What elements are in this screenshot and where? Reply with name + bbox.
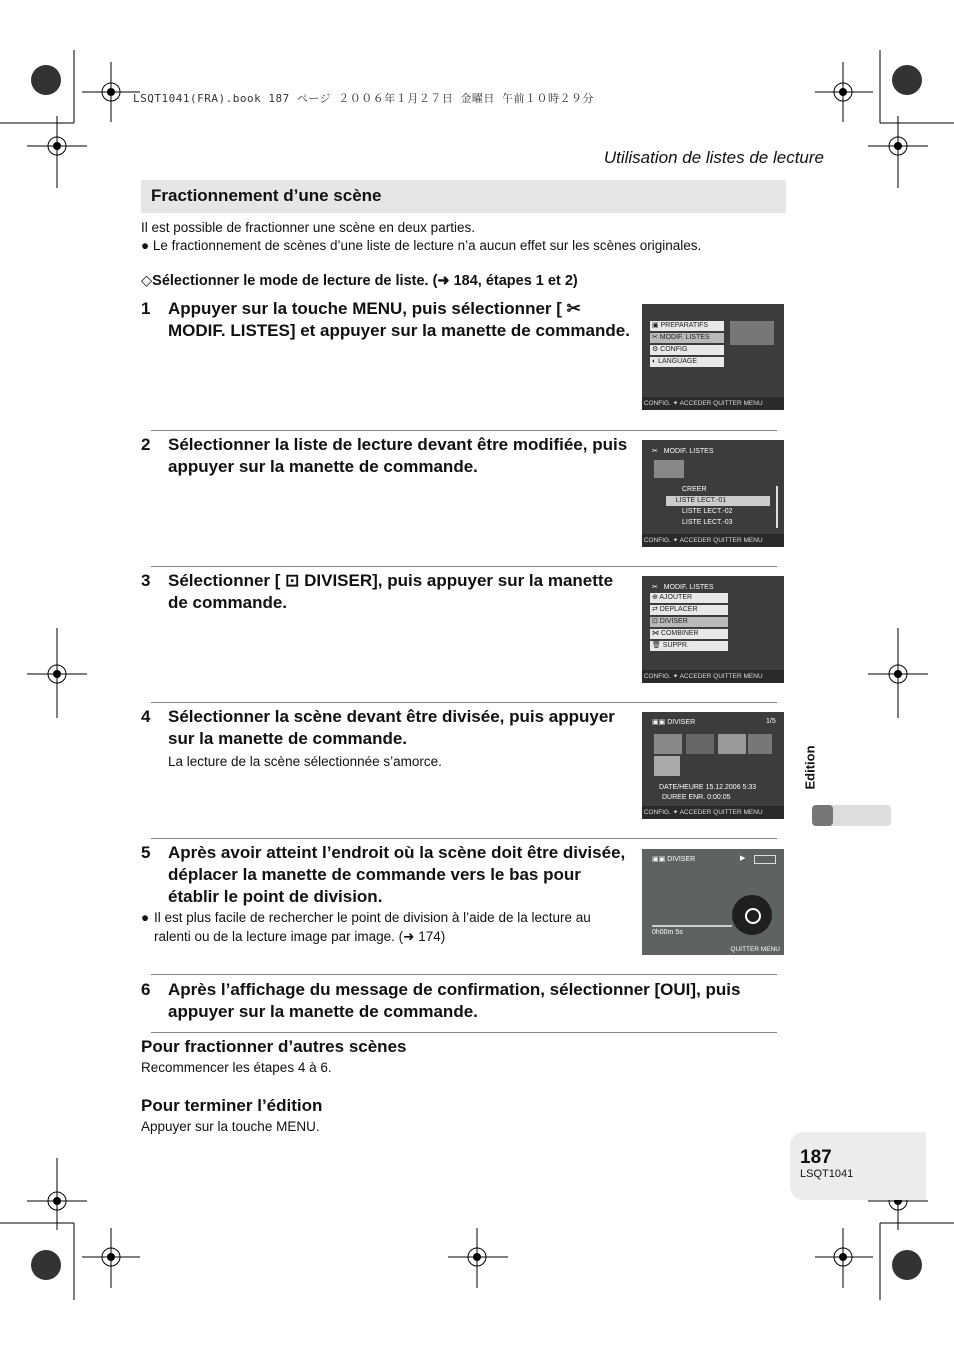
- list-item: LISTE LECT.-03: [682, 519, 733, 526]
- step-number: 4: [141, 707, 151, 726]
- elapsed-time: 0h00m 5s: [652, 929, 683, 936]
- screen-edit-menu: [642, 576, 784, 683]
- step-text: Appuyer sur la touche MENU, puis sélectionner [ ✂ MODIF. LISTES] et appuyer sur la manette de commande.: [168, 299, 630, 340]
- step-text: Après l’affichage du message de confirmation, sélectionner [OUI], puis appuyer sur la manette de commande.: [168, 980, 741, 1021]
- section-title-bar: [141, 180, 786, 213]
- menu-item: ⊕ AJOUTER: [650, 593, 728, 603]
- menu-item: ✂ MODIF. LISTES: [650, 333, 724, 343]
- step-number: 5: [141, 843, 151, 862]
- menu-item: ⚙ CONFIG: [650, 345, 724, 355]
- screen-footer: CONFIG. ✦ ACCEDER QUITTER MENU: [642, 670, 784, 683]
- duration-info: DUREE ENR. 0:00:05: [662, 794, 731, 801]
- prerequisite: [141, 273, 578, 289]
- list-item-selected: LISTE LECT.-01: [666, 496, 770, 506]
- menu-item: 🗑 SUPPR.: [650, 641, 728, 651]
- thumbnail-image: [748, 734, 772, 754]
- divider: [151, 702, 777, 703]
- page-number: 187: [800, 1147, 832, 1168]
- subsection-title: Pour fractionner d’autres scènes: [141, 1037, 407, 1056]
- step-text: Après avoir atteint l’endroit où la scène doit être divisée, déplacer la manette de commande vers le bas pour établir le point de division.: [168, 843, 626, 906]
- thumbnail-image: [654, 734, 682, 754]
- thumbnail-image: [686, 734, 714, 754]
- list-item: LISTE LECT.-02: [682, 508, 733, 515]
- intro-text: [141, 219, 701, 255]
- subsection-text: Recommencer les étapes 4 à 6.: [141, 1060, 332, 1075]
- step-number: 6: [141, 980, 151, 999]
- screen-title: ▣▣ DIVISER: [652, 856, 696, 863]
- step-note: La lecture de la scène sélectionnée s’amorce.: [168, 754, 442, 769]
- divider: [151, 430, 777, 431]
- intro-line: Il est possible de fractionner une scène en deux parties.: [141, 220, 475, 235]
- intro-bullet: ● Le fractionnement de scènes d’une liste de lecture n’a aucun effet sur les scènes originales.: [141, 238, 702, 253]
- step-text: Sélectionner la liste de lecture devant être modifiée, puis appuyer sur la manette de commande.: [168, 435, 628, 476]
- date-info: DATE/HEURE 15.12.2006 5:33: [659, 784, 757, 791]
- step-number: 3: [141, 571, 151, 590]
- diamond-icon: ◇: [141, 273, 153, 289]
- step-5-note: ● Il est plus facile de rechercher le point de division à l’aide de la lecture au ralenti ou de la lecture image par image. (➜ 174): [141, 908, 631, 946]
- menu-item: ▣ PREPARATIFS: [650, 321, 724, 331]
- screen-title: ✂ MODIF. LISTES: [652, 448, 714, 455]
- screen-title: ✂ MODIF. LISTES: [652, 584, 714, 591]
- divider: [151, 566, 777, 567]
- thumbnail-image: [718, 734, 746, 754]
- play-icon: ▶: [740, 855, 746, 862]
- document-code: LSQT1041: [800, 1168, 854, 1180]
- menu-item: ⋈ COMBINER: [650, 629, 728, 639]
- thumbnail-image: [654, 756, 680, 776]
- intro-bullet-text: Le fractionnement de scènes d’une liste de lecture n’a aucun effet sur les scènes originales.: [152, 238, 702, 253]
- divider: [151, 1032, 777, 1033]
- step-text-main: Sélectionner la scène devant être divisée, puis appuyer sur la manette de commande.: [168, 707, 615, 748]
- step-text: [168, 706, 631, 771]
- thumbnail-image: [730, 321, 774, 345]
- subsection-title: Pour terminer l’édition: [141, 1096, 323, 1115]
- prerequisite-text: Sélectionner le mode de lecture de liste. (➜ 184, étapes 1 et 2): [152, 273, 578, 289]
- screen-footer: CONFIG. ✦ ACCEDER QUITTER MENU: [642, 397, 784, 410]
- screen-footer: QUITTER MENU: [730, 946, 780, 953]
- screen-footer: CONFIG. ✦ ACCEDER QUITTER MENU: [642, 806, 784, 819]
- screen-division-point: [642, 849, 784, 955]
- screen-menu: [642, 304, 784, 410]
- step-text: Sélectionner [ ⊡ DIVISER], puis appuyer sur la manette de commande.: [168, 571, 614, 612]
- running-title: Utilisation de listes de lecture: [603, 148, 824, 167]
- section-title: Fractionnement d’une scène: [151, 186, 382, 205]
- chapter-tab: [812, 805, 891, 826]
- screen-title: ▣▣ DIVISER: [652, 719, 696, 726]
- menu-item: ◐ LANGUAGE: [650, 357, 724, 367]
- print-header: LSQT1041(FRA).book 187 ページ ２００６年１月２７日 金曜日 午前１０時２９分: [133, 92, 594, 105]
- screen-footer: CONFIG. ✦ ACCEDER QUITTER MENU: [642, 534, 784, 547]
- screen-scene-select: [642, 712, 784, 819]
- subsection-text: Appuyer sur la touche MENU.: [141, 1119, 320, 1134]
- scrollbar: [776, 486, 778, 528]
- divider: [151, 838, 777, 839]
- list-item: CREER: [682, 486, 707, 493]
- joystick-icon: [732, 895, 772, 935]
- menu-item: ⊡ DIVISER: [650, 617, 728, 627]
- step-number: 2: [141, 435, 151, 454]
- progress-bar: [652, 925, 732, 927]
- thumbnail-image: [654, 460, 684, 478]
- divider: [151, 974, 777, 975]
- menu-item: ⇄ DEPLACER: [650, 605, 728, 615]
- screen-list-select: [642, 440, 784, 547]
- side-tab-label: Edition: [802, 745, 818, 790]
- battery-icon: [754, 855, 776, 864]
- side-tab: [802, 738, 830, 798]
- step-number: 1: [141, 299, 151, 318]
- step-note: Il est plus facile de rechercher le point de division à l’aide de la lecture au ralenti ou de la lecture image par image. (➜ 174): [154, 910, 591, 944]
- scene-counter: 1/5: [766, 718, 776, 725]
